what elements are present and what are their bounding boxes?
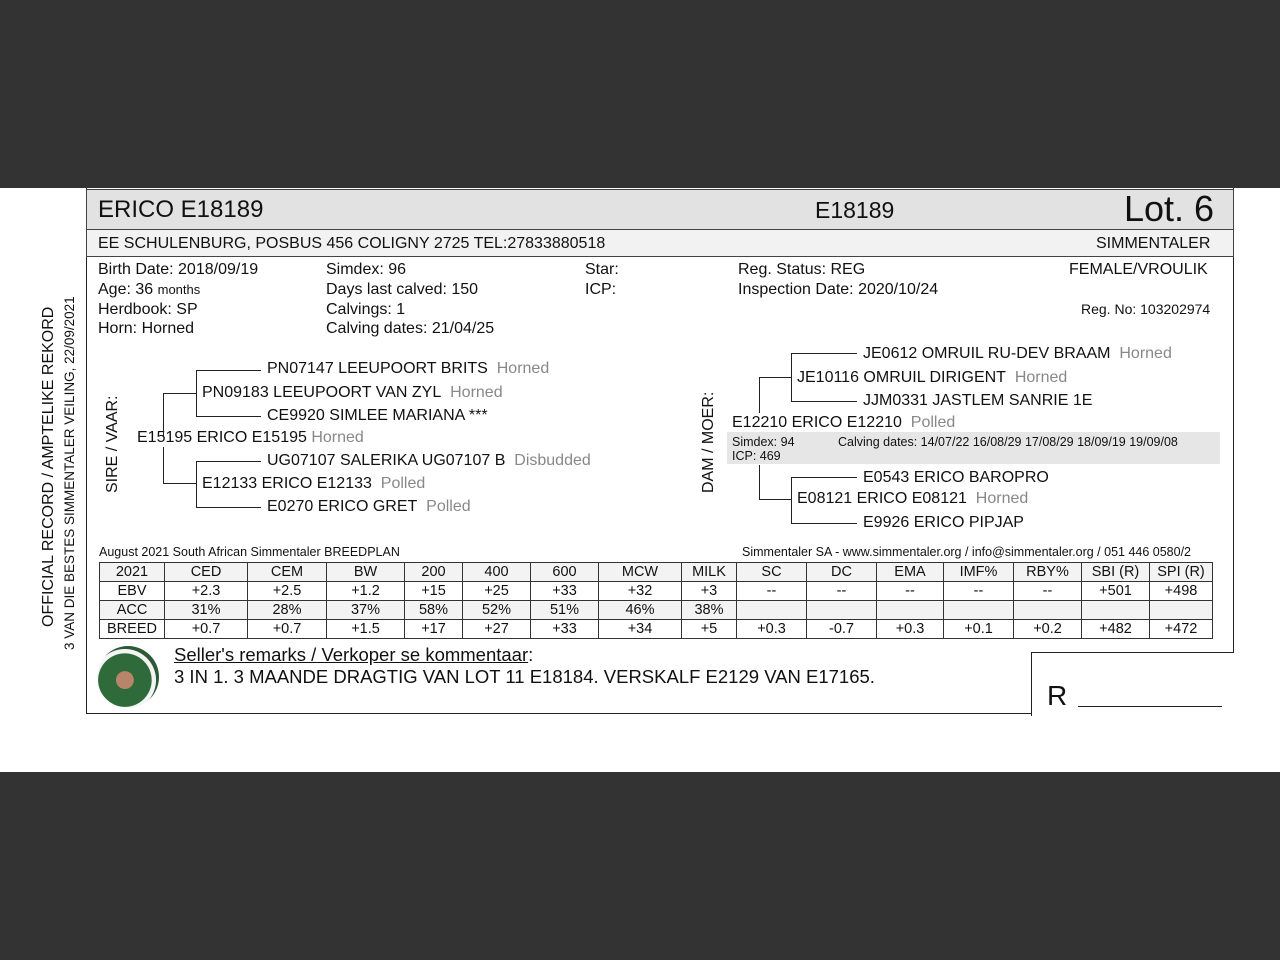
ebv-cell: +17 [405, 620, 463, 639]
ebv-cell: 52% [463, 601, 531, 620]
ebv-cell: +5 [682, 620, 737, 639]
breedplan-contact: Simmentaler SA - www.simmentaler.org / info@simmentaler.org / 051 446 0580/2 [742, 545, 1192, 559]
inspection-date: Inspection Date: 2020/10/24 [738, 281, 939, 298]
animal-name: CE9920 SIMLEE MARIANA *** [267, 407, 488, 424]
ebv-cell: +15 [405, 582, 463, 601]
official-record-sidebar [36, 255, 76, 655]
horn-tag: Horned [975, 490, 1029, 507]
ebv-header-cell: 400 [463, 563, 531, 582]
ebv-cell: EBV [100, 582, 165, 601]
ebv-header-cell: EMA [877, 563, 944, 582]
ebv-cell: +2.3 [165, 582, 248, 601]
ebv-cell: -0.7 [807, 620, 877, 639]
ebv-header-cell: MCW [599, 563, 682, 582]
ebv-cell [737, 601, 807, 620]
official-record-text: OFFICIAL RECORD / AMPTELIKE REKORD [40, 306, 57, 627]
ped-line [759, 465, 760, 499]
breedplan-title: August 2021 South African Simmentaler BREEDPLAN [99, 545, 400, 559]
sire-sire-sire [267, 360, 549, 378]
ebv-row [100, 582, 1213, 601]
ebv-header-cell: CEM [248, 563, 327, 582]
animal-name: JJM0331 JASTLEM SANRIE 1E [863, 392, 1093, 409]
price-input-line[interactable] [1078, 706, 1222, 707]
ebv-cell: +34 [599, 620, 682, 639]
remarks-heading [174, 644, 533, 666]
icp: ICP: [585, 281, 617, 298]
herdbook: Herdbook: SP [98, 301, 198, 318]
simdex: Simdex: 96 [326, 261, 407, 278]
dam-sire-dam [863, 392, 1092, 410]
ebv-cell: +1.5 [327, 620, 405, 639]
remarks-text: 3 IN 1. 3 MAANDE DRAGTIG VAN LOT 11 E18184. VERSKALF E2129 VAN E17165. [174, 666, 875, 687]
ped-line [791, 401, 857, 402]
animal-name: E0270 ERICO GRET [267, 498, 418, 515]
simmentaler-logo-icon [97, 646, 159, 708]
ebv-cell: +0.7 [165, 620, 248, 639]
dam-sire-sire [863, 345, 1172, 363]
horn-tag: Polled [380, 475, 426, 492]
auction-name-text: 3 VAN DIE BESTES SIMMENTALER VEILING, 22/09/2021 [62, 296, 77, 650]
horn-tag: Horned [450, 384, 503, 401]
ebv-cell [877, 601, 944, 620]
reg-status: Reg. Status: REG [738, 261, 866, 278]
ebv-cell [1014, 601, 1082, 620]
ebv-cell: +498 [1150, 582, 1213, 601]
ebv-header-cell: DC [807, 563, 877, 582]
sire-sire-dam [267, 407, 488, 425]
breed-row [100, 620, 1213, 639]
ped-line [791, 477, 792, 523]
dam-dam [797, 490, 1028, 508]
ebv-header-cell: SBI (R) [1082, 563, 1150, 582]
animal-name: E0543 ERICO BAROPRO [863, 469, 1049, 486]
ped-line [163, 483, 196, 484]
ped-line [791, 523, 857, 524]
star: Star: [585, 261, 619, 278]
ebv-cell: +32 [599, 582, 682, 601]
horn-tag: Polled [910, 414, 956, 431]
ped-line [791, 477, 857, 478]
ped-line [196, 507, 261, 508]
sire-dam-dam [267, 498, 471, 516]
ebv-header-cell: 2021 [100, 563, 165, 582]
breed-label: SIMMENTALER [1096, 235, 1211, 252]
ebv-cell: +2.5 [248, 582, 327, 601]
remarks-colon: : [528, 644, 534, 665]
ebv-header-cell: SC [737, 563, 807, 582]
animal-name: E15195 ERICO E15195 [137, 429, 307, 446]
ebv-cell: 51% [531, 601, 599, 620]
ped-line [163, 393, 196, 394]
owner-address: EE SCHULENBURG, POSBUS 456 COLIGNY 2725 TEL:27833880518 [98, 235, 606, 252]
ebv-header-cell: IMF% [944, 563, 1014, 582]
ped-line [791, 353, 857, 354]
ebv-cell: +482 [1082, 620, 1150, 639]
ebv-cell: 37% [327, 601, 405, 620]
ebv-cell: -- [877, 582, 944, 601]
dam-dam-sire [863, 469, 1049, 487]
ebv-cell [1150, 601, 1213, 620]
price-label: R [1047, 680, 1068, 711]
dam [732, 414, 955, 432]
ebv-cell: +0.2 [1014, 620, 1082, 639]
ebv-cell: -- [944, 582, 1014, 601]
ebv-cell: -- [807, 582, 877, 601]
ebv-cell: BREED [100, 620, 165, 639]
reg-number: Reg. No: 103202974 [1081, 301, 1211, 317]
ped-line [196, 370, 261, 371]
animal-name: JE0612 OMRUIL RU-DEV BRAAM [863, 345, 1111, 362]
ped-line [196, 416, 261, 417]
dam-calving-dates: Calving dates: 14/07/22 16/08/29 17/08/29 18/09/19 19/09/08 [838, 435, 1178, 449]
ebv-header-cell: SPI (R) [1150, 563, 1213, 582]
birth-date: Birth Date: 2018/09/19 [98, 261, 259, 278]
ebv-cell: +472 [1150, 620, 1213, 639]
ebv-cell: -- [737, 582, 807, 601]
calvings: Calvings: 1 [326, 301, 406, 318]
ebv-table [99, 562, 1213, 639]
animal-name: E9926 ERICO PIPJAP [863, 514, 1024, 531]
dam-label: DAM / MOER: [700, 391, 717, 493]
ebv-cell: ACC [100, 601, 165, 620]
ebv-header-cell: MILK [682, 563, 737, 582]
sire-label: SIRE / VAAR: [104, 395, 121, 493]
ebv-cell: 31% [165, 601, 248, 620]
ebv-cell: +3 [682, 582, 737, 601]
ped-line [759, 499, 792, 500]
animal-name: PN09183 LEEUPOORT VAN ZYL [202, 384, 442, 401]
age-unit: months [157, 282, 201, 297]
ebv-cell: 38% [682, 601, 737, 620]
age [98, 281, 200, 299]
ebv-cell: 46% [599, 601, 682, 620]
ped-line [196, 461, 197, 507]
horn-status: Horn: Horned [98, 320, 195, 337]
dam-icp: ICP: 469 [732, 449, 781, 463]
ebv-cell: +33 [531, 582, 599, 601]
ebv-cell: +0.7 [248, 620, 327, 639]
animal-name: ERICO E18189 [98, 196, 264, 223]
ebv-cell: +27 [463, 620, 531, 639]
animal-name: E12210 ERICO E12210 [732, 414, 902, 431]
ebv-cell: +25 [463, 582, 531, 601]
ebv-cell: 58% [405, 601, 463, 620]
ebv-cell: -- [1014, 582, 1082, 601]
ped-line [759, 377, 792, 378]
ped-line [196, 461, 261, 462]
sex: FEMALE/VROULIK [1069, 261, 1208, 278]
ebv-cell: +0.1 [944, 620, 1014, 639]
sire-dam-sire [267, 452, 591, 470]
sire-dam [202, 475, 425, 493]
ebv-header-cell: CED [165, 563, 248, 582]
ped-line [791, 353, 792, 401]
calving-dates: Calving dates: 21/04/25 [326, 320, 495, 337]
horn-tag: Horned [1119, 345, 1172, 362]
ebv-cell: +0.3 [877, 620, 944, 639]
ped-line [163, 447, 164, 483]
ebv-cell [807, 601, 877, 620]
ebv-cell: 28% [248, 601, 327, 620]
ebv-cell: +33 [531, 620, 599, 639]
horn-tag: Horned [311, 429, 364, 446]
ebv-header-cell: 200 [405, 563, 463, 582]
age-value: Age: 36 [98, 281, 154, 298]
sire-sire [202, 384, 503, 402]
ped-line [196, 370, 197, 416]
ebv-cell: +0.3 [737, 620, 807, 639]
horn-tag: Polled [426, 498, 471, 515]
horn-tag: Horned [1014, 369, 1068, 386]
dam-simdex: Simdex: 94 [732, 435, 795, 449]
acc-row [100, 601, 1213, 620]
ebv-cell [1082, 601, 1150, 620]
horn-tag: Horned [496, 360, 550, 377]
animal-name: JE10116 OMRUIL DIRIGENT [797, 369, 1006, 386]
ebv-cell: +1.2 [327, 582, 405, 601]
ebv-cell [944, 601, 1014, 620]
ebv-header-cell: 600 [531, 563, 599, 582]
dam-dam-dam [863, 514, 1024, 532]
remarks-heading-text: Seller's remarks / Verkoper se kommentaar [174, 644, 529, 665]
animal-name: E08121 ERICO E08121 [797, 490, 967, 507]
lot-number: Lot. 6 [1124, 188, 1215, 229]
ebv-header-cell: RBY% [1014, 563, 1082, 582]
animal-name: PN07147 LEEUPOORT BRITS [267, 360, 488, 377]
dam-sire [797, 369, 1067, 387]
ebv-cell: +501 [1082, 582, 1150, 601]
animal-id: E18189 [815, 197, 895, 223]
days-last-calved: Days last calved: 150 [326, 281, 479, 298]
horn-tag: Disbudded [514, 452, 591, 469]
ebv-header-cell: BW [327, 563, 405, 582]
animal-name: UG07107 SALERIKA UG07107 B [267, 452, 506, 469]
ebv-header-row [100, 563, 1213, 582]
sire [137, 429, 364, 447]
ped-line [759, 377, 760, 413]
animal-name: E12133 ERICO E12133 [202, 475, 372, 492]
